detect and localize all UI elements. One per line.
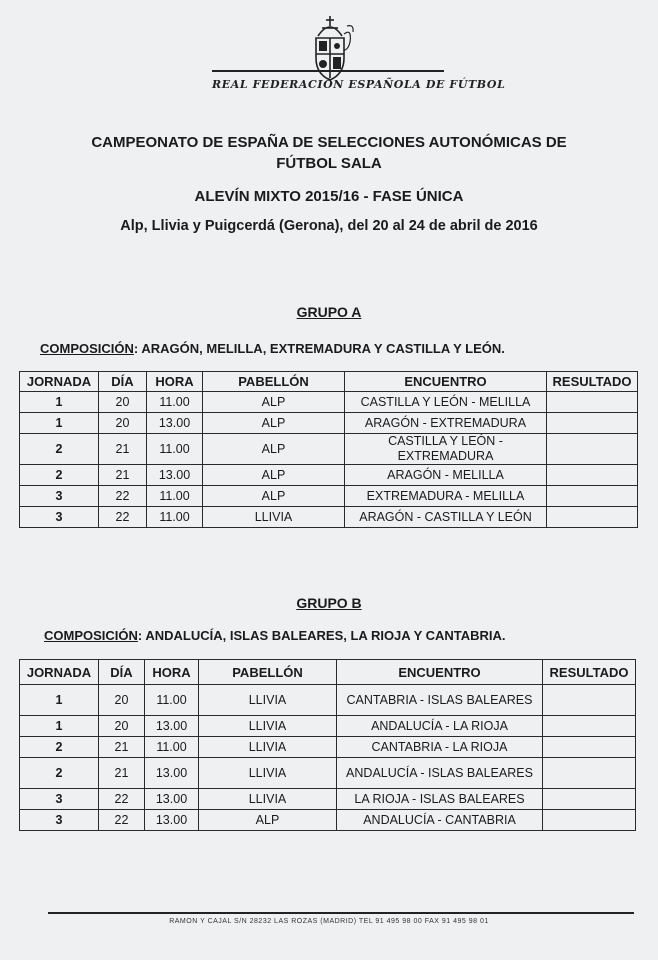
group-a-fixtures-table (19, 371, 638, 528)
hora-cell: 13.00 (147, 465, 203, 486)
rfef-crest-icon (300, 14, 360, 86)
pabellon-cell: LLIVIA (199, 716, 337, 737)
jornada-cell: 3 (20, 486, 99, 507)
jornada-cell: 2 (20, 434, 99, 465)
group-a-title: GRUPO A (296, 304, 362, 320)
composition-label: COMPOSICIÓN (40, 341, 134, 356)
footer-address: RAMON Y CAJAL S/N 28232 LAS ROZAS (MADRID) TEL 91 495 98 00 FAX 91 495 98 01 (169, 918, 489, 925)
hora-cell: 13.00 (145, 758, 199, 789)
encuentro-cell: CANTABRIA - ISLAS BALEARES (337, 685, 543, 716)
col-resultado: RESULTADO (547, 372, 638, 392)
dia-cell: 22 (99, 486, 147, 507)
resultado-cell (547, 486, 638, 507)
col-jornada: JORNADA (20, 372, 99, 392)
table-header-row (20, 372, 638, 392)
col-hora: HORA (145, 660, 199, 685)
hora-cell: 13.00 (145, 810, 199, 831)
hora-cell: 13.00 (145, 789, 199, 810)
pabellon-cell: LLIVIA (199, 789, 337, 810)
group-b-composition (44, 628, 506, 643)
hora-cell: 11.00 (147, 434, 203, 465)
resultado-cell (543, 789, 636, 810)
pabellon-cell: LLIVIA (203, 507, 345, 528)
table-header-row (20, 660, 636, 685)
col-dia: DÍA (99, 660, 145, 685)
hora-cell: 13.00 (147, 413, 203, 434)
encuentro-cell: CANTABRIA - LA RIOJA (337, 737, 543, 758)
pabellon-cell: ALP (203, 465, 345, 486)
resultado-cell (547, 413, 638, 434)
composition-teams: : ARAGÓN, MELILLA, EXTREMADURA Y CASTILLA Y LEÓN. (133, 341, 505, 356)
hora-cell: 11.00 (147, 392, 203, 413)
encuentro-cell: ANDALUCÍA - ISLAS BALEARES (337, 758, 543, 789)
resultado-cell (547, 392, 638, 413)
col-encuentro: ENCUENTRO (337, 660, 543, 685)
resultado-cell (543, 716, 636, 737)
table-row (20, 507, 638, 528)
table-row (20, 758, 636, 789)
resultado-cell (543, 737, 636, 758)
dia-cell: 20 (99, 685, 145, 716)
encuentro-cell: ANDALUCÍA - LA RIOJA (337, 716, 543, 737)
dia-cell: 21 (99, 434, 147, 465)
resultado-cell (547, 434, 638, 465)
jornada-cell: 1 (20, 413, 99, 434)
dia-cell: 22 (99, 810, 145, 831)
category-title: ALEVÍN MIXTO 2015/16 - FASE ÚNICA (194, 188, 464, 205)
pabellon-cell: ALP (203, 434, 345, 465)
table-row (20, 413, 638, 434)
jornada-cell: 1 (20, 685, 99, 716)
dia-cell: 20 (99, 716, 145, 737)
table-row (20, 392, 638, 413)
encuentro-cell: EXTREMADURA - MELILLA (345, 486, 547, 507)
jornada-cell: 2 (20, 758, 99, 789)
dia-cell: 21 (99, 465, 147, 486)
pabellon-cell: LLIVIA (199, 758, 337, 789)
resultado-cell (543, 685, 636, 716)
group-b-fixtures-table (19, 659, 636, 831)
hora-cell: 11.00 (147, 486, 203, 507)
dia-cell: 21 (99, 737, 145, 758)
table-row (20, 434, 638, 465)
composition-teams: : ANDALUCÍA, ISLAS BALEARES, LA RIOJA Y CANTABRIA. (137, 628, 506, 643)
table-row (20, 716, 636, 737)
composition-label: COMPOSICIÓN (44, 628, 138, 643)
resultado-cell (543, 758, 636, 789)
resultado-cell (543, 810, 636, 831)
hora-cell: 11.00 (145, 685, 199, 716)
encuentro-cell: ANDALUCÍA - CANTABRIA (337, 810, 543, 831)
letterhead-rule (212, 70, 444, 72)
championship-title-line1: CAMPEONATO DE ESPAÑA DE SELECCIONES AUTONÓMICAS DE (91, 134, 567, 151)
hora-cell: 13.00 (145, 716, 199, 737)
jornada-cell: 3 (20, 810, 99, 831)
dia-cell: 22 (99, 507, 147, 528)
pabellon-cell: ALP (203, 392, 345, 413)
championship-title-line2: FÚTBOL SALA (276, 155, 382, 172)
pabellon-cell: LLIVIA (199, 685, 337, 716)
col-pabellon: PABELLÓN (199, 660, 337, 685)
col-resultado: RESULTADO (543, 660, 636, 685)
encuentro-cell: ARAGÓN - EXTREMADURA (345, 413, 547, 434)
dia-cell: 22 (99, 789, 145, 810)
table-row (20, 737, 636, 758)
pabellon-cell: LLIVIA (199, 737, 337, 758)
dia-cell: 20 (99, 392, 147, 413)
col-hora: HORA (147, 372, 203, 392)
table-row (20, 486, 638, 507)
hora-cell: 11.00 (147, 507, 203, 528)
encuentro-cell: ARAGÓN - CASTILLA Y LEÓN (345, 507, 547, 528)
encuentro-cell: ARAGÓN - MELILLA (345, 465, 547, 486)
group-a-composition (40, 341, 505, 356)
resultado-cell (547, 507, 638, 528)
col-encuentro: ENCUENTRO (345, 372, 547, 392)
encuentro-cell: LA RIOJA - ISLAS BALEARES (337, 789, 543, 810)
jornada-cell: 3 (20, 507, 99, 528)
table-row (20, 465, 638, 486)
jornada-cell: 2 (20, 465, 99, 486)
pabellon-cell: ALP (199, 810, 337, 831)
encuentro-cell: CASTILLA Y LEÓN - MELILLA (345, 392, 547, 413)
table-row (20, 810, 636, 831)
col-dia: DÍA (99, 372, 147, 392)
table-row (20, 789, 636, 810)
dia-cell: 20 (99, 413, 147, 434)
group-b-title: GRUPO B (296, 595, 362, 611)
jornada-cell: 1 (20, 392, 99, 413)
jornada-cell: 3 (20, 789, 99, 810)
venue-dates: Alp, Llivia y Puigcerdá (Gerona), del 20 al 24 de abril de 2016 (120, 218, 538, 234)
encuentro-cell: CASTILLA Y LEÓN - EXTREMADURA (345, 434, 547, 465)
footer-rule (48, 912, 634, 914)
pabellon-cell: ALP (203, 486, 345, 507)
col-pabellon: PABELLÓN (203, 372, 345, 392)
table-row (20, 685, 636, 716)
jornada-cell: 2 (20, 737, 99, 758)
jornada-cell: 1 (20, 716, 99, 737)
resultado-cell (547, 465, 638, 486)
federation-name: REAL FEDERACIÓN ESPAÑOLA DE FÚTBOL (212, 78, 506, 91)
col-jornada: JORNADA (20, 660, 99, 685)
dia-cell: 21 (99, 758, 145, 789)
pabellon-cell: ALP (203, 413, 345, 434)
hora-cell: 11.00 (145, 737, 199, 758)
